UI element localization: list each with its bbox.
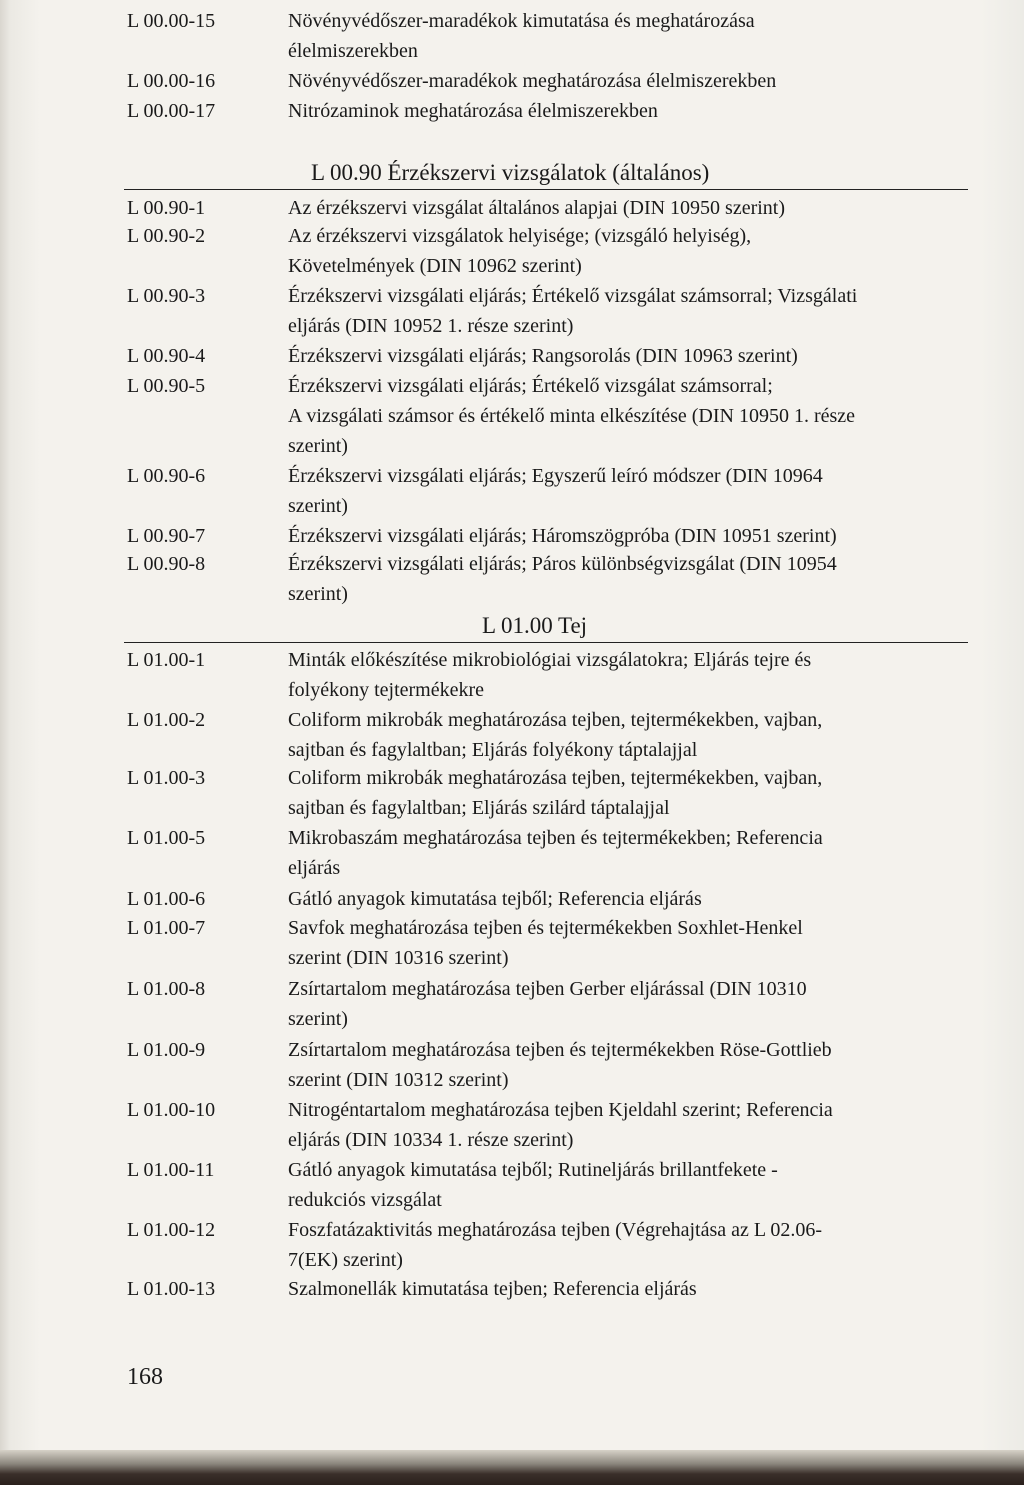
- entry-title-line: szerint): [288, 435, 348, 457]
- entry-title: [288, 521, 968, 551]
- entry-title-line: eljárás (DIN 10334 1. része szerint): [288, 1129, 574, 1151]
- entry-title: [288, 1215, 968, 1275]
- entry-code: L 01.00-9: [127, 1039, 206, 1061]
- entry-title-line: eljárás: [288, 857, 341, 879]
- entry-code: L 01.00-10: [127, 1099, 216, 1121]
- entry-title-line: Nitrogéntartalom meghatározása tejben Kjeldahl szerint; Referencia: [288, 1099, 833, 1121]
- entry-title: [288, 6, 968, 66]
- entry-title-line: Mikrobaszám meghatározása tejben és tejtermékekben; Referencia: [288, 827, 823, 849]
- entry-title-line: redukciós vizsgálat: [288, 1189, 442, 1211]
- entry-code: L 01.00-11: [127, 1159, 215, 1181]
- entry-title-line: Érzékszervi vizsgálati eljárás; Háromszögpróba (DIN 10951 szerint): [288, 525, 837, 547]
- entry-code: L 01.00-5: [127, 827, 206, 849]
- entry-title: [288, 341, 968, 371]
- entry-code: L 00.90-1: [127, 197, 206, 219]
- entry-title-line: Nitrózaminok meghatározása élelmiszerekben: [288, 100, 658, 122]
- entry-title-line: szerint): [288, 583, 348, 605]
- entry-title: [288, 1035, 968, 1095]
- section-rule: [124, 189, 968, 190]
- entry-code: L 00.90-3: [127, 285, 206, 307]
- entry-title-line: Növényvédőszer-maradékok meghatározása élelmiszerekben: [288, 70, 777, 92]
- entry-title: [288, 549, 968, 609]
- entry-title-line: Érzékszervi vizsgálati eljárás; Egyszerű leíró módszer (DIN 10964: [288, 465, 823, 487]
- entry-title-line: szerint (DIN 10316 szerint): [288, 947, 509, 969]
- entry-title-line: Savfok meghatározása tejben és tejtermékekben Soxhlet-Henkel: [288, 917, 803, 939]
- entry-title: [288, 974, 968, 1034]
- entry-title: [288, 461, 968, 521]
- section-heading: L 01.00 Tej: [482, 613, 588, 638]
- entry-title-line: sajtban és fagylaltban; Eljárás folyékony táptalajjal: [288, 739, 698, 761]
- entry-title-line: folyékony tejtermékekre: [288, 679, 485, 701]
- entry-title-line: Az érzékszervi vizsgálatok helyisége; (vizsgáló helyiség),: [288, 225, 752, 247]
- entry-title-line: Növényvédőszer-maradékok kimutatása és meghatározása: [288, 10, 755, 32]
- entry-code: L 01.00-7: [127, 917, 206, 939]
- entry-title-line: Gátló anyagok kimutatása tejből; Referencia eljárás: [288, 888, 702, 910]
- entry-title-line: Érzékszervi vizsgálati eljárás; Páros különbségvizsgálat (DIN 10954: [288, 553, 837, 575]
- entry-title: [288, 1274, 968, 1304]
- entry-code: L 01.00-1: [127, 649, 206, 671]
- entry-title-line: Érzékszervi vizsgálati eljárás; Értékelő vizsgálat számsorral;: [288, 375, 773, 397]
- entry-title: [288, 913, 968, 973]
- entry-title: [288, 884, 968, 914]
- entry-title-line: eljárás (DIN 10952 1. része szerint): [288, 315, 574, 337]
- entry-title-line: Minták előkészítése mikrobiológiai vizsgálatokra; Eljárás tejre és: [288, 649, 812, 671]
- entry-title-line: élelmiszerekben: [288, 40, 418, 62]
- entry-title: [288, 705, 968, 765]
- entry-code: L 00.90-4: [127, 345, 206, 367]
- entry-title-line: Érzékszervi vizsgálati eljárás; Értékelő vizsgálat számsorral; Vizsgálati: [288, 285, 858, 307]
- entry-title: [288, 645, 968, 705]
- entry-code: L 01.00-6: [127, 888, 206, 910]
- entry-title-line: Az érzékszervi vizsgálat általános alapjai (DIN 10950 szerint): [288, 197, 786, 219]
- entry-title: [288, 66, 968, 96]
- entry-title-line: szerint (DIN 10312 szerint): [288, 1069, 509, 1091]
- entry-title: [288, 193, 968, 223]
- entry-title-line: Gátló anyagok kimutatása tejből; Rutineljárás brillantfekete -: [288, 1159, 778, 1181]
- entry-title: [288, 1095, 968, 1155]
- entry-code: L 01.00-3: [127, 767, 206, 789]
- entry-title-line: A vizsgálati számsor és értékelő minta elkészítése (DIN 10950 1. része: [288, 405, 856, 427]
- entry-code: L 00.90-6: [127, 465, 206, 487]
- entry-title-line: Érzékszervi vizsgálati eljárás; Rangsorolás (DIN 10963 szerint): [288, 345, 798, 367]
- entry-code: L 00.90-8: [127, 553, 206, 575]
- entry-title-line: Coliform mikrobák meghatározása tejben, tejtermékekben, vajban,: [288, 767, 823, 789]
- entry-title: [288, 221, 968, 281]
- entry-code: L 01.00-8: [127, 978, 206, 1000]
- entry-title-line: Követelmények (DIN 10962 szerint): [288, 255, 582, 277]
- entry-code: L 00.90-5: [127, 375, 206, 397]
- entry-title: [288, 281, 968, 341]
- entry-title-line: Foszfatázaktivitás meghatározása tejben (Végrehajtása az L 02.06-: [288, 1219, 823, 1241]
- entry-code: L 00.00-15: [127, 10, 216, 32]
- page-bottom-edge: [0, 1450, 1024, 1485]
- entry-code: L 00.90-7: [127, 525, 206, 547]
- entry-title: [288, 371, 968, 461]
- section-heading: L 00.90 Érzékszervi vizsgálatok (általános): [311, 160, 710, 185]
- entry-code: L 00.90-2: [127, 225, 206, 247]
- entry-code: L 00.00-17: [127, 100, 216, 122]
- section-rule: [124, 642, 968, 643]
- entry-title-line: Szalmonellák kimutatása tejben; Referencia eljárás: [288, 1278, 697, 1300]
- entry-code: L 01.00-2: [127, 709, 206, 731]
- entry-code: L 01.00-12: [127, 1219, 216, 1241]
- entry-title-line: szerint): [288, 1008, 348, 1030]
- page-number: 168: [127, 1364, 163, 1390]
- entry-title-line: Zsírtartalom meghatározása tejben Gerber eljárással (DIN 10310: [288, 978, 807, 1000]
- entry-title-line: 7(EK) szerint): [288, 1249, 403, 1271]
- entry-title: [288, 823, 968, 883]
- entry-title-line: szerint): [288, 495, 348, 517]
- entry-title-line: Zsírtartalom meghatározása tejben és tejtermékekben Röse-Gottlieb: [288, 1039, 832, 1061]
- entry-title-line: sajtban és fagylaltban; Eljárás szilárd táptalajjal: [288, 797, 670, 819]
- entry-title: [288, 763, 968, 823]
- entry-title: [288, 96, 968, 126]
- entry-code: L 01.00-13: [127, 1278, 216, 1300]
- entry-code: L 00.00-16: [127, 70, 216, 92]
- entry-title-line: Coliform mikrobák meghatározása tejben, tejtermékekben, vajban,: [288, 709, 823, 731]
- entry-title: [288, 1155, 968, 1215]
